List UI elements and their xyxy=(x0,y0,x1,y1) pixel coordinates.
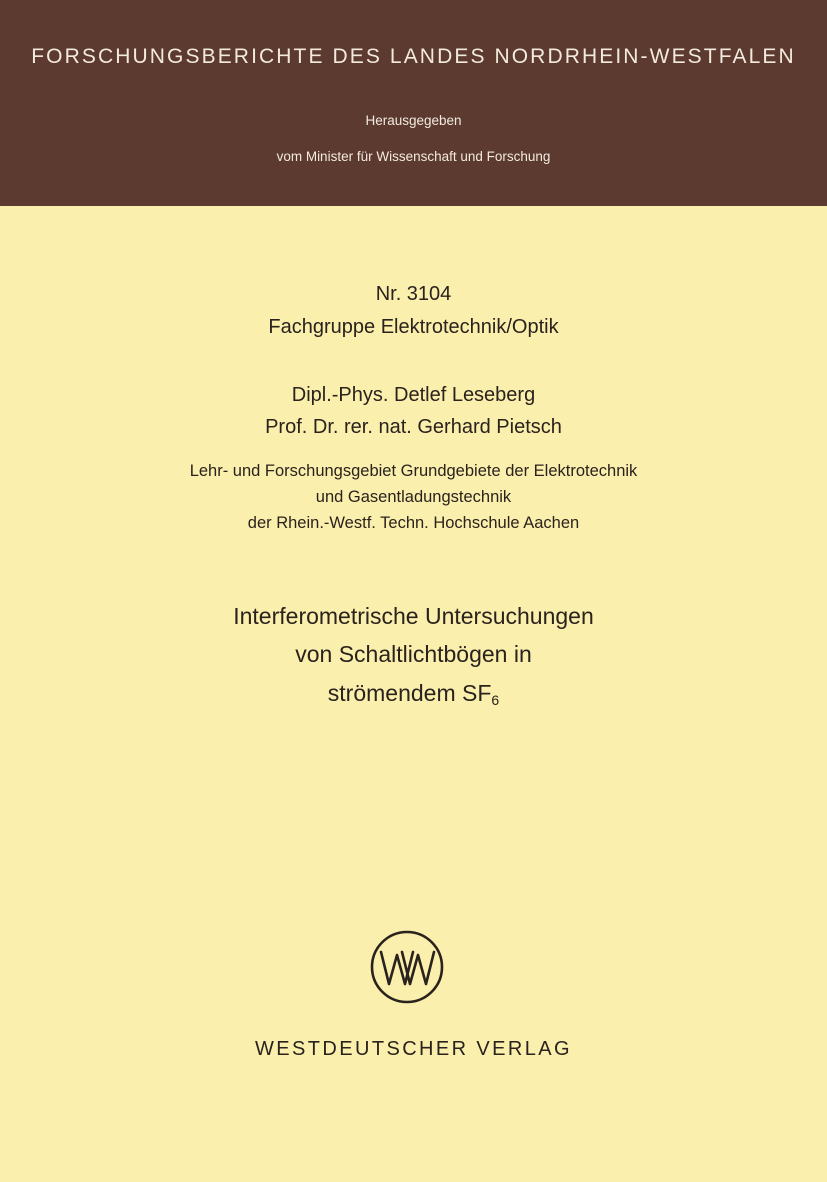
book-title-line-2: von Schaltlichtbögen in xyxy=(295,641,532,667)
book-title-line-1: Interferometrische Untersuchungen xyxy=(233,603,594,629)
series-title: FORSCHUNGSBERICHTE DES LANDES NORDRHEIN-WESTFALEN xyxy=(31,45,796,68)
book-title-line-3-text: strömendem SF xyxy=(327,680,492,706)
book-title-line-3 xyxy=(0,680,827,707)
institution-line-2: und Gasentladungstechnik xyxy=(315,488,512,506)
subject-group: Fachgruppe Elektrotechnik/Optik xyxy=(268,316,559,338)
institution-line-1: Lehr- und Forschungsgebiet Grundgebiete der Elektrotechnik xyxy=(189,462,638,480)
series-header-band xyxy=(0,0,827,206)
publisher-logo xyxy=(369,929,445,1005)
report-number: Nr. 3104 xyxy=(375,283,452,305)
title-subscript: 6 xyxy=(491,692,500,708)
publisher-name: WESTDEUTSCHER VERLAG xyxy=(255,1038,572,1060)
editor-name: vom Minister für Wissenschaft und Forschung xyxy=(276,149,551,164)
author-2: Prof. Dr. rer. nat. Gerhard Pietsch xyxy=(265,416,562,438)
author-1: Dipl.-Phys. Detlef Leseberg xyxy=(291,384,536,406)
editor-label: Herausgegeben xyxy=(365,113,462,128)
institution-line-3: der Rhein.-Westf. Techn. Hochschule Aachen xyxy=(247,514,580,532)
